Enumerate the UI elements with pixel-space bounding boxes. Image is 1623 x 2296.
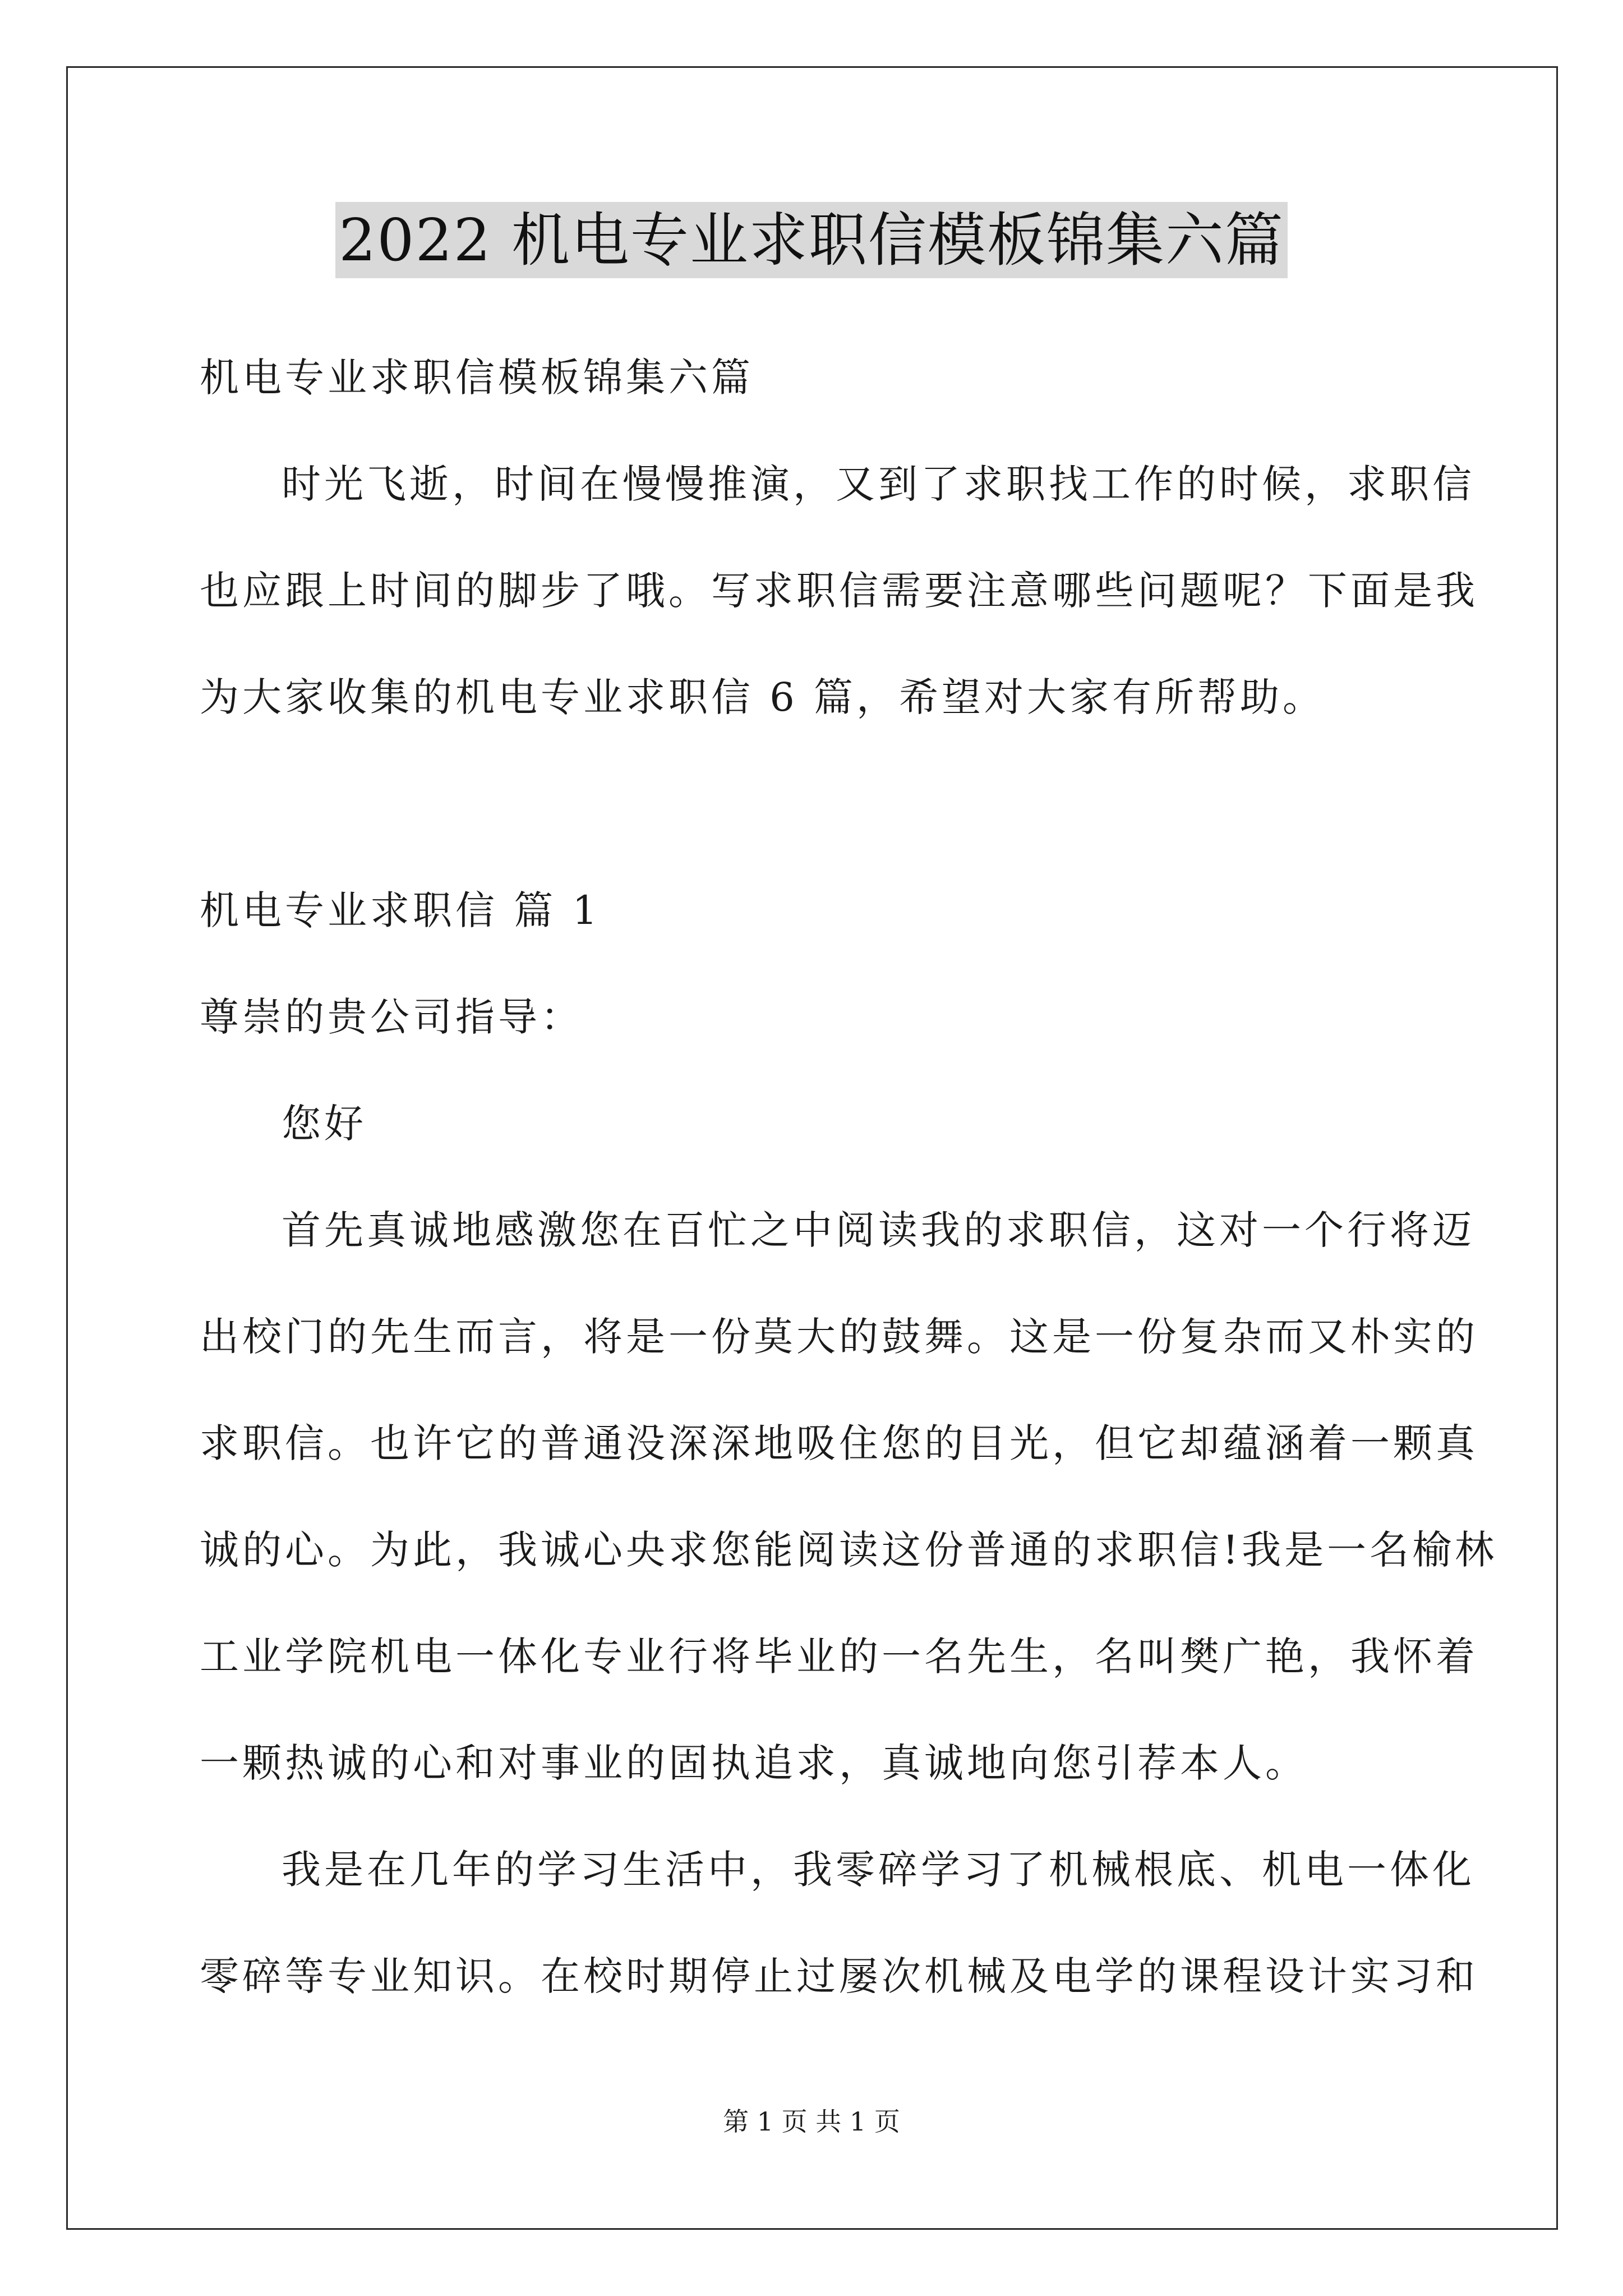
intro-line: 也应跟上时间的脚步了哦。写求职信需要注意哪些问题呢？下面是我 xyxy=(200,568,1478,614)
page-footer: 第 1 页 共 1 页 xyxy=(723,2106,900,2137)
title-container xyxy=(0,202,1623,278)
paragraph-line: 一颗热诚的心和对事业的固执追求，真诚地向您引荐本人。 xyxy=(200,1740,1308,1786)
intro-line: 时光飞逝，时间在慢慢推演，又到了求职找工作的时候，求职信 xyxy=(282,461,1475,507)
paragraph-line: 工业学院机电一体化专业行将毕业的一名先生，名叫樊广艳，我怀着 xyxy=(200,1634,1478,1680)
paragraph-line: 零碎等专业知识。在校时期停止过屡次机械及电学的课程设计实习和 xyxy=(200,1953,1478,1999)
paragraph-line: 首先真诚地感激您在百忙之中阅读我的求职信，这对一个行将迈 xyxy=(282,1207,1475,1253)
paragraph-line: 我是在几年的学习生活中，我零碎学习了机械根底、机电一体化 xyxy=(282,1847,1475,1893)
subtitle: 机电专业求职信模板锦集六篇 xyxy=(200,355,754,401)
paragraph-line: 诚的心。为此，我诚心央求您能阅读这份普通的求职信!我是一名榆林 xyxy=(200,1527,1498,1573)
section-heading: 机电专业求职信 篇 1 xyxy=(200,887,601,933)
document-title: 2022 机电专业求职信模板锦集六篇 xyxy=(335,202,1288,278)
greeting: 您好 xyxy=(282,1101,367,1147)
intro-line: 为大家收集的机电专业求职信 6 篇，希望对大家有所帮助。 xyxy=(200,674,1326,720)
paragraph-line: 求职信。也许它的普通没深深地吸住您的目光，但它却蕴涵着一颗真 xyxy=(200,1420,1478,1466)
salutation: 尊崇的贵公司指导： xyxy=(200,994,583,1040)
paragraph-line: 出校门的先生而言，将是一份莫大的鼓舞。这是一份复杂而又朴实的 xyxy=(200,1314,1478,1360)
